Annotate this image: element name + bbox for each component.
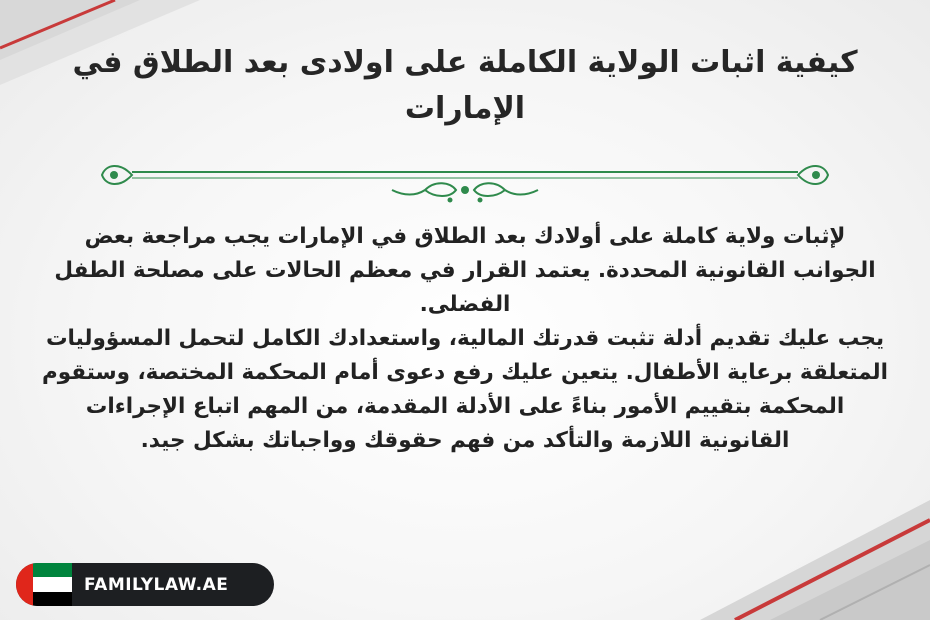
page-title: كيفية اثبات الولاية الكاملة على اولادى بعد الطلاق في الإمارات [72, 45, 858, 126]
brand-label: FAMILYLAW.AE [84, 574, 229, 595]
flag-green-stripe [33, 563, 72, 577]
divider-ornament [92, 152, 838, 212]
paragraph: لإثبات ولاية كاملة على أولادك بعد الطلاق في الإمارات يجب مراجعة بعض الجوانب القانونية المحددة. يعتمد القرار في معظم الحالات على مصلحة الطفل الفضلى. [54, 224, 876, 317]
article-body [40, 220, 890, 458]
paragraph: يجب عليك تقديم أدلة تثبت قدرتك المالية، واستعدادك الكامل لتحمل المسؤوليات المتعلقة برعاية الأطفال. يتعين عليك رفع دعوى أمام المحكمة المختصة، وستقوم المحكمة بتقييم الأمور بناءً على الأدلة المقدمة، من المهم اتباع الإجراءات القانونية اللازمة والتأكد من فهم حقوقك وواجباتك بشكل جيد. [42, 326, 888, 453]
corner-decoration-bottom-right [700, 470, 930, 620]
flag-white-stripe [33, 577, 72, 591]
flag-black-stripe [33, 592, 72, 606]
brand-badge [16, 563, 274, 606]
uae-flag-icon [16, 563, 72, 606]
